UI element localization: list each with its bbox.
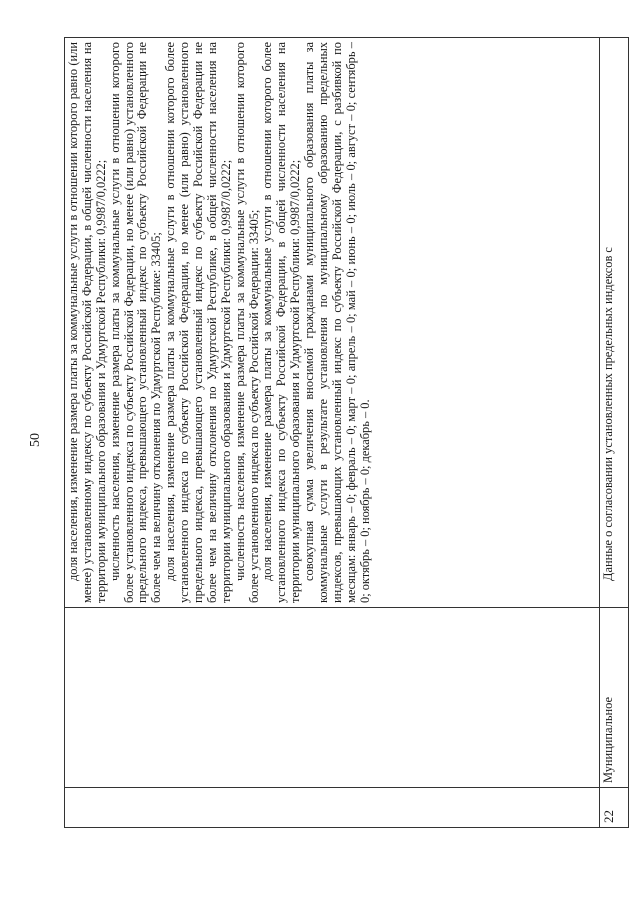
rotated-table-wrapper xyxy=(64,38,624,828)
row-number-cell xyxy=(65,788,600,828)
table-row xyxy=(65,38,600,828)
paragraph: доля населения, изменение размера платы за коммунальные услуги в отношении которого равно (или менее) установленному индексу по субъекту Российской Федерации, в общей численности населения на территории муниципального образования и Удмуртской Республики: 0,9987/0,0222; xyxy=(66,42,108,603)
row-name-cell xyxy=(65,608,600,788)
paragraph: численность населения, изменение размера платы за коммунальные услуги в отношении которого более установленного индекса по субъекту Российской Федерации, но менее (или равно) установленного предельного индекса, превышающего установленный индекс по субъекту Российской Федерации не более чем на величину отклонения по Удмуртской Республике: 33405; xyxy=(107,42,164,603)
table-row xyxy=(600,38,629,828)
row-name-cell: Муниципальное xyxy=(600,608,629,788)
row-content-cell xyxy=(65,38,600,608)
row-number-cell: 22 xyxy=(600,788,629,828)
paragraph: Данные о согласовании установленных предельных индексов с xyxy=(601,247,615,581)
paragraph: совокупная сумма увеличения вносимой гражданами муниципального образования платы за коммунальные услуги в результате установления по муниципальному образованию предельных индексов, превышающих установленный индекс по субъекту Российской Федерации, с разбивкой по месяцам: январь – 0; февраль – 0; март – 0; апрель – 0; май – 0; июнь – 0; июль – 0; август – 0; сентябрь – 0; октябрь – 0; ноябрь – 0; декабрь – 0. xyxy=(302,42,372,603)
document-sheet xyxy=(64,38,624,828)
row-content-cell xyxy=(600,38,629,608)
paragraph: доля населения, изменение размера платы за коммунальные услуги в отношении которого более установленного индекса по субъекту Российской Федерации, но менее (или равно) установленного предельного индекса, превышающего установленный индекс по субъекту Российской Федерации не более чем на величину отклонения по Удмуртской Республике, в общей численности населения на территории муниципального образования и Удмуртской Республики: 0,9987/0,0222; xyxy=(163,42,233,603)
paragraph: численность населения, изменение размера платы за коммунальные услуги в отношении которого более установленного индекса по субъекту Российской Федерации: 33405; xyxy=(232,42,261,603)
page-number: 50 xyxy=(28,433,43,447)
paragraph: доля населения, изменение размера платы за коммунальные услуги в отношении которого более установленного индекса по субъекту Российской Федерации, в общей численности населения на территории муниципального образования и Удмуртской Республики: 0,9987/0,0222; xyxy=(260,42,303,603)
data-table xyxy=(64,37,629,828)
